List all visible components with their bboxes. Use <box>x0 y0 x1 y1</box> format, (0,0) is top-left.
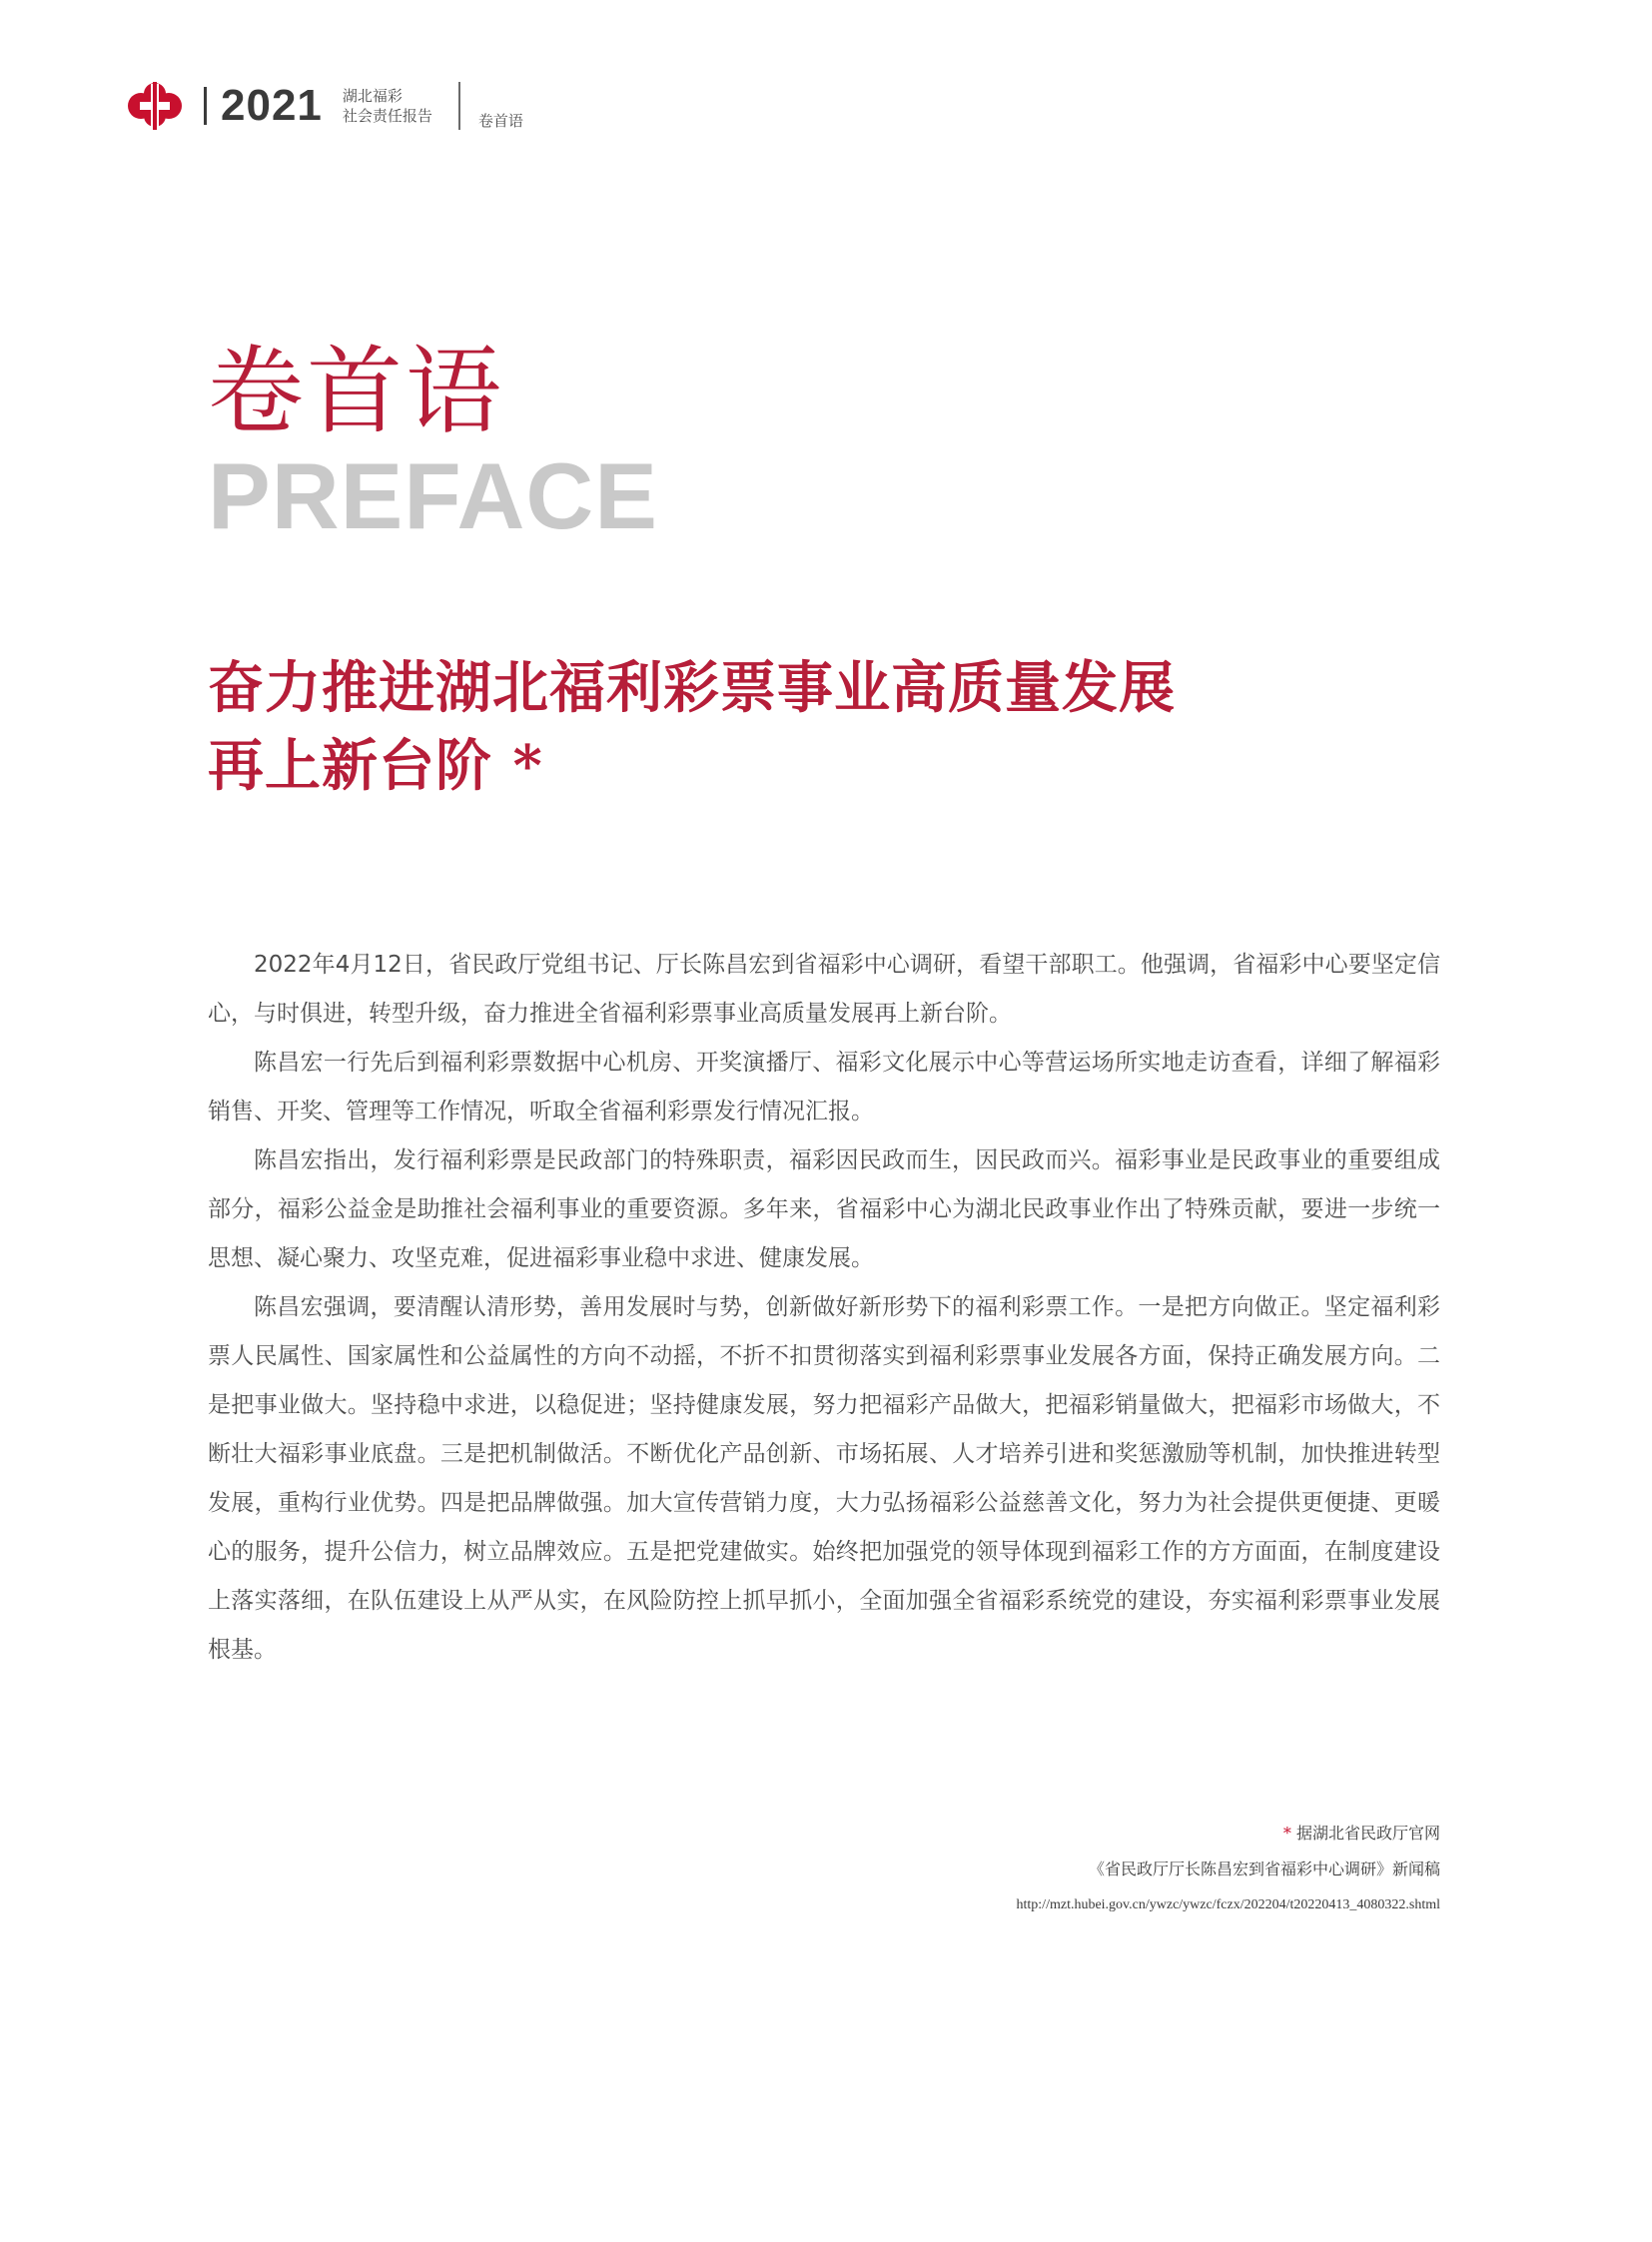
footnote-article: 《省民政厅厅长陈昌宏到省福彩中心调研》新闻稿 <box>1088 1860 1440 1878</box>
footnote-url: http://mzt.hubei.gov.cn/ywzc/ywzc/fczx/202204/t20220413_4080322.shtml <box>1016 1897 1440 1912</box>
footnote-star: * <box>1282 1824 1291 1843</box>
body-paragraph: 陈昌宏指出，发行福利彩票是民政部门的特殊职责，福彩因民政而生，因民政而兴。福彩事业是民政事业的重要组成部分，福彩公益金是助推社会福利事业的重要资源。多年来，省福彩中心为湖北民政事业作出了特殊贡献，要进一步统一思想、凝心聚力、攻坚克难，促进福彩事业稳中求进、健康发展。 <box>208 1147 1440 1271</box>
page-title-en: PREFACE <box>208 443 658 548</box>
footnote-source-line <box>1017 1816 1440 1852</box>
body-paragraph: 陈昌宏一行先后到福利彩票数据中心机房、开奖演播厅、福彩文化展示中心等营运场所实地走访查看，详细了解福彩销售、开奖、管理等工作情况，听取全省福利彩票发行情况汇报。 <box>208 1050 1440 1124</box>
article-body <box>208 941 1440 1675</box>
body-paragraph: 陈昌宏强调，要清醒认清形势，善用发展时与势，创新做好新形势下的福利彩票工作。一是把方向做正。坚定福利彩票人民属性、国家属性和公益属性的方向不动摇，不折不扣贯彻落实到福利彩票事业发展各方面，保持正确发展方向。二是把事业做大。坚持稳中求进，以稳促进；坚持健康发展，努力把福彩产品做大，把福彩销量做大，把福彩市场做大，不断壮大福彩事业底盘。三是把机制做活。不断优化产品创新、市场拓展、人才培养引进和奖惩激励等机制，加快推进转型发展，重构行业优势。四是把品牌做强。加大宣传营销力度，大力弘扬福彩公益慈善文化，努力为社会提供更便捷、更暖心的服务，提升公信力，树立品牌效应。五是把党建做实。始终把加强党的领导体现到福彩工作的方方面面，在制度建设上落实落细，在队伍建设上从严从实，在风险防控上抓早抓小，全面加强全省福彩系统党的建设，夯实福利彩票事业发展根基。 <box>208 1294 1440 1663</box>
header-divider-2 <box>458 82 460 130</box>
page-header <box>126 76 523 136</box>
report-name-line1: 湖北福彩 <box>342 87 403 105</box>
section-name: 卷首语 <box>477 111 523 130</box>
headline-line1: 奋力推进湖北福利彩票事业高质量发展 <box>208 655 1176 721</box>
headline-line2: 再上新台阶 * <box>208 733 543 799</box>
header-divider <box>204 87 207 125</box>
report-year: 2021 <box>221 81 323 130</box>
report-name <box>343 86 432 126</box>
china-welfare-lottery-logo-icon <box>126 80 184 132</box>
body-paragraph: 2022年4月12日，省民政厅党组书记、厅长陈昌宏到省福彩中心调研，看望干部职工。他强调，省福彩中心要坚定信心，与时俱进，转型升级，奋力推进全省福利彩票事业高质量发展再上新台阶。 <box>208 952 1440 1027</box>
article-headline <box>208 649 1176 805</box>
footnote-source: 据湖北省民政厅官网 <box>1295 1824 1440 1843</box>
page-title-cn: 卷首语 <box>208 336 504 447</box>
footnote <box>1017 1816 1440 1923</box>
report-name-line2: 社会责任报告 <box>342 107 432 125</box>
